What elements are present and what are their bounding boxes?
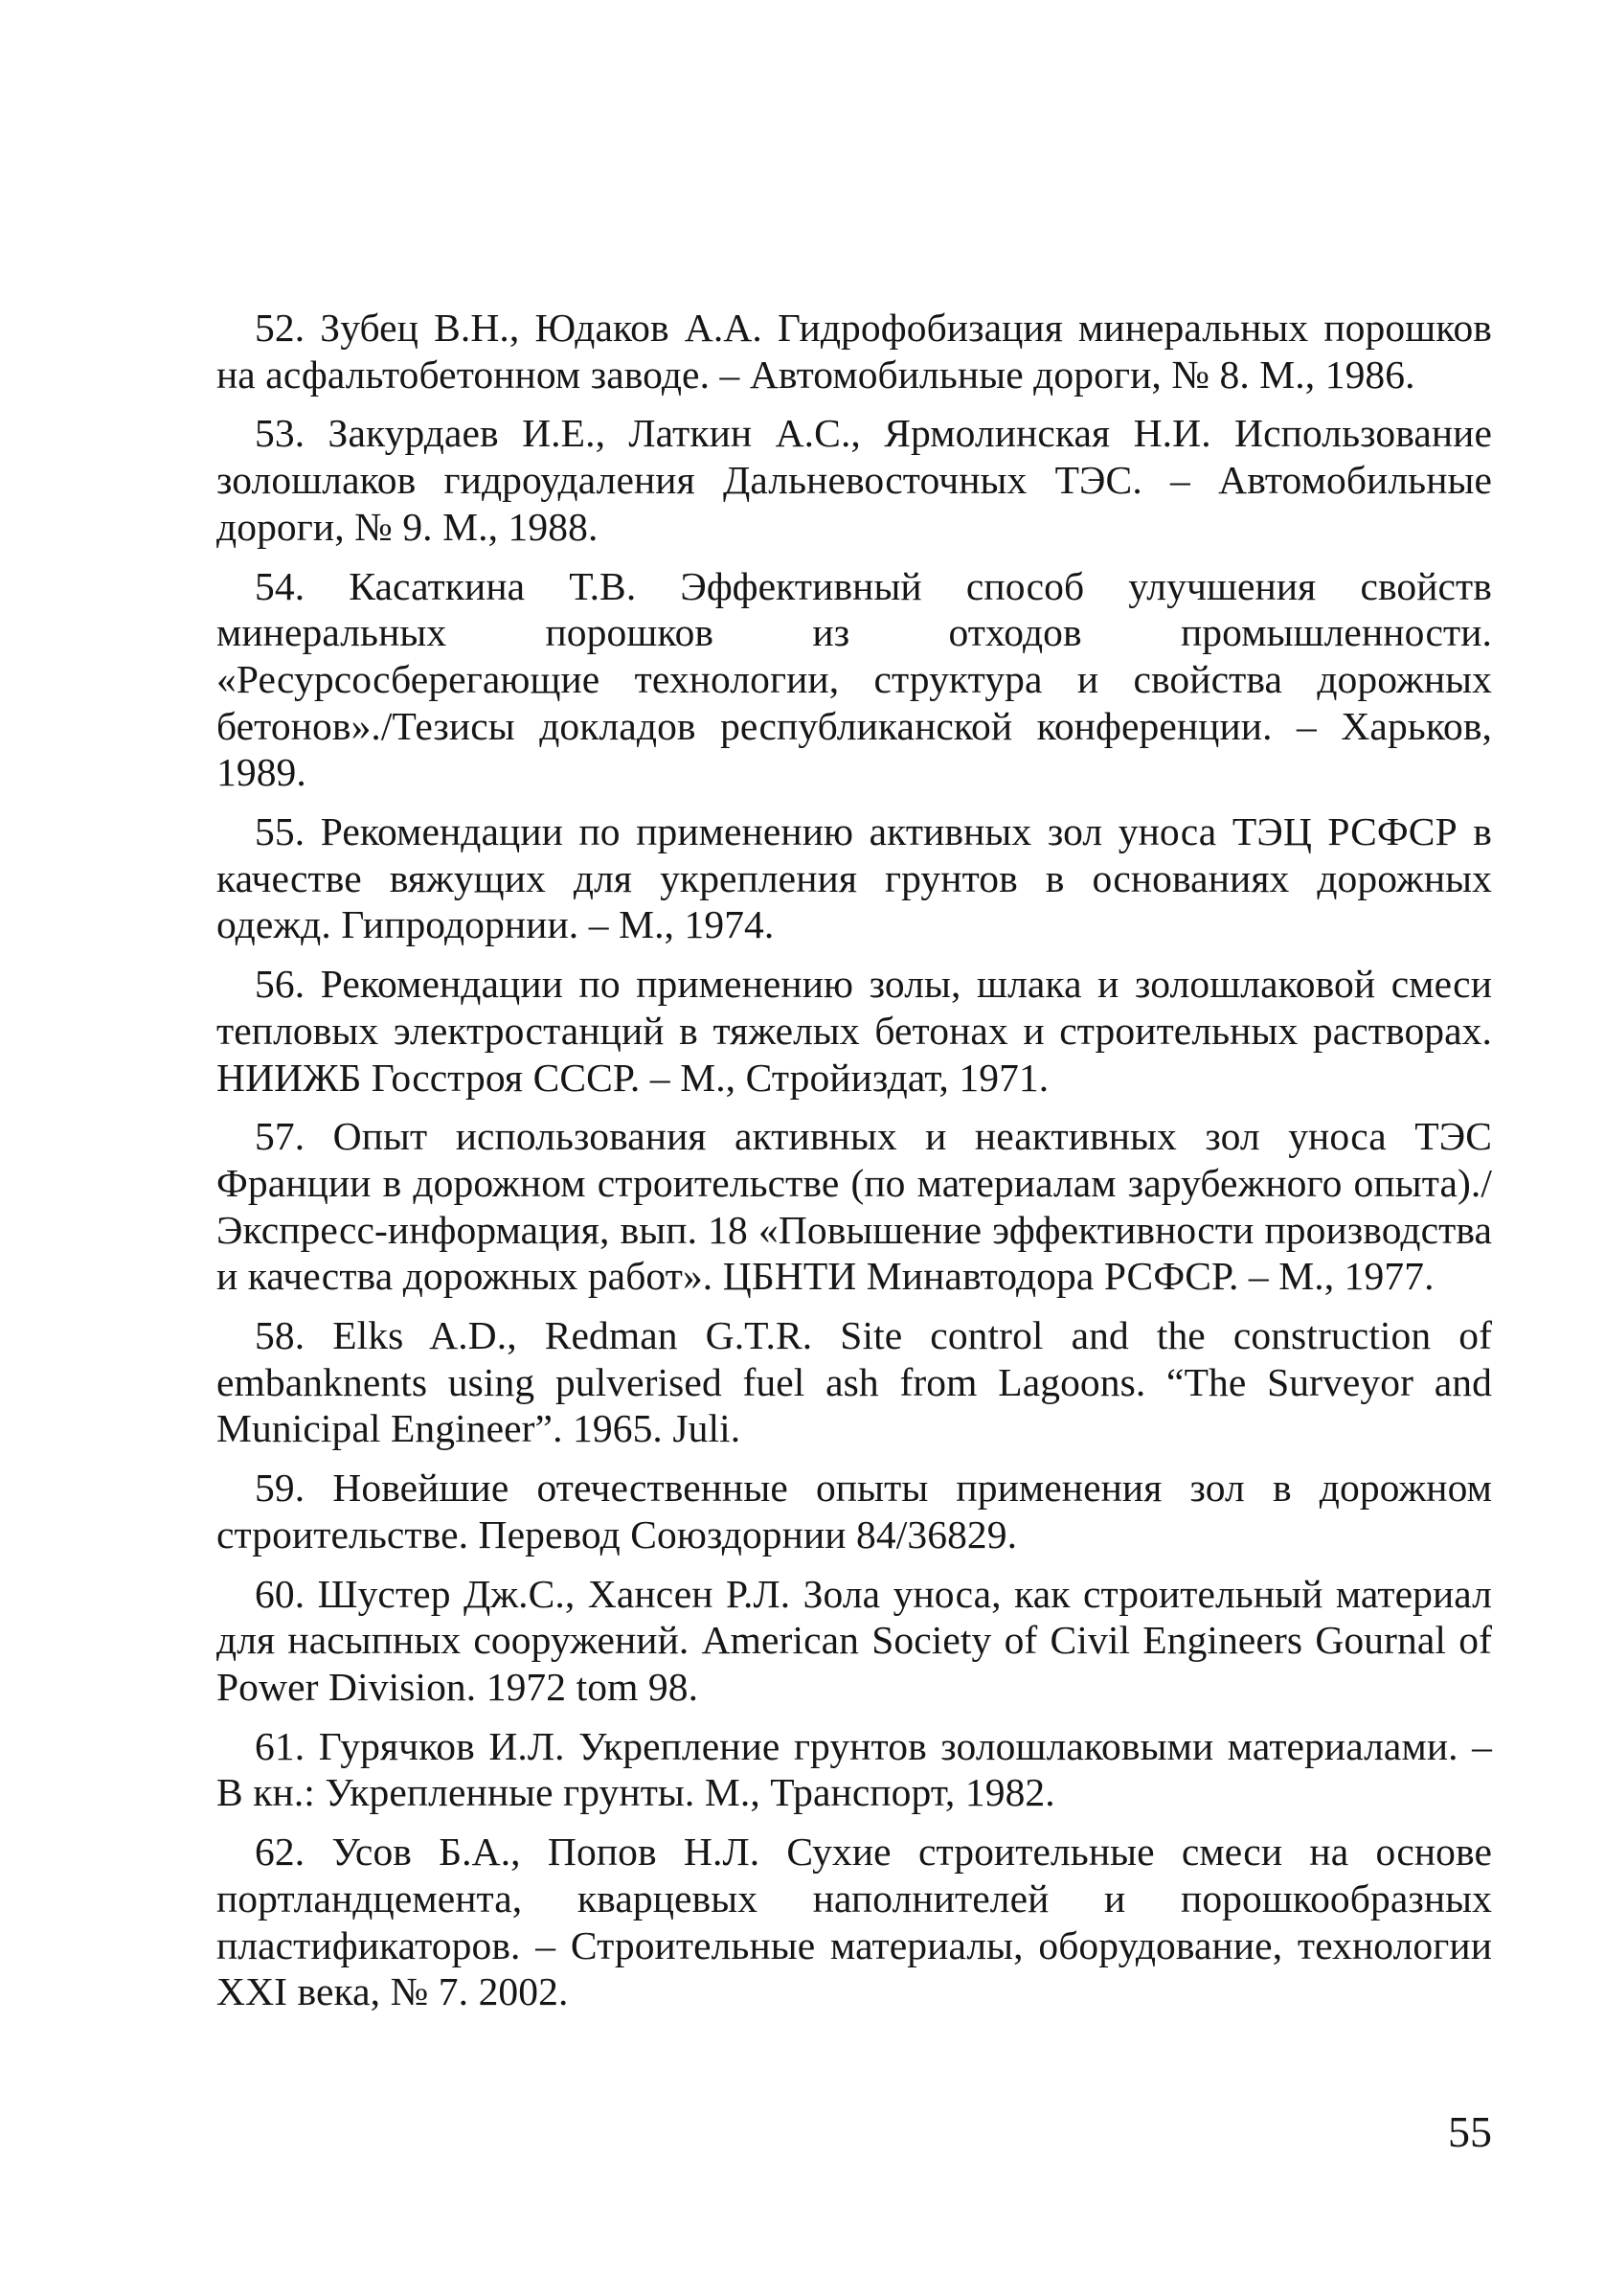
reference-item-55: 55. Рекомендации по применению активных зол уноса ТЭЦ РСФСР в качестве вяжущих для укрепления грунтов в основаниях дорожных одежд. Гипродорнии. – М., 1974. [216, 809, 1492, 947]
reference-item-56: 56. Рекомендации по применению золы, шлака и золошлаковой смеси тепловых электростанций в тяжелых бетонах и строительных растворах. НИИЖБ Госстроя СССР. – М., Стройиздат, 1971. [216, 962, 1492, 1100]
reference-item-57: 57. Опыт использования активных и неактивных зол уноса ТЭС Франции в дорожном строительстве (по материалам зарубежного опыта)./Экспресс-информация, вып. 18 «Повышение эффективности производства и качества дорожных работ». ЦБНТИ Минавтодора РСФСР. – М., 1977. [216, 1114, 1492, 1299]
reference-item-61: 61. Гурячков И.Л. Укрепление грунтов золошлаковыми материалами. – В кн.: Укрепленные грунты. М., Транспорт, 1982. [216, 1723, 1492, 1815]
reference-item-54: 54. Касаткина Т.В. Эффективный способ улучшения свойств минеральных порошков из отходов промышленности. «Ресурсосберегающие технологии, структура и свойства дорожных бетонов»./Тезисы докладов республиканской конференции. – Харьков, 1989. [216, 563, 1492, 795]
reference-list [216, 305, 1492, 2028]
reference-item-52: 52. Зубец В.Н., Юдаков А.А. Гидрофобизация минеральных порошков на асфальтобетонном заводе. – Автомобильные дороги, № 8. М., 1986. [216, 306, 1492, 397]
reference-item-58: 58. Elks A.D., Redman G.T.R. Site control and the construction of embanknents using pulverised fuel ash from Lagoons. “The Surveyor and Municipal Engineer”. 1965. Juli. [216, 1313, 1492, 1451]
reference-item-53: 53. Закурдаев И.Е., Латкин А.С., Ярмолинская Н.И. Использование золошлаков гидроудаления Дальневосточных ТЭС. – Автомобильные дороги, № 9. М., 1988. [216, 411, 1492, 549]
reference-item-60: 60. Шустер Дж.С., Хансен Р.Л. Зола уноса, как строительный материал для насыпных сооружений. American Society of Civil Engineers Gournal of Power Division. 1972 tom 98. [216, 1571, 1492, 1709]
reference-item-59: 59. Новейшие отечественные опыты применения зол в дорожном строительстве. Перевод Союздорнии 84/36829. [216, 1466, 1492, 1557]
page-number: 55 [1448, 2107, 1492, 2156]
reference-item-62: 62. Усов Б.А., Попов Н.Л. Сухие строительные смеси на основе портландцемента, кварцевых наполнителей и порошкообразных пластификаторов. – Строительные материалы, оборудование, технологии XXI века, № 7. 2002. [216, 1830, 1492, 2014]
